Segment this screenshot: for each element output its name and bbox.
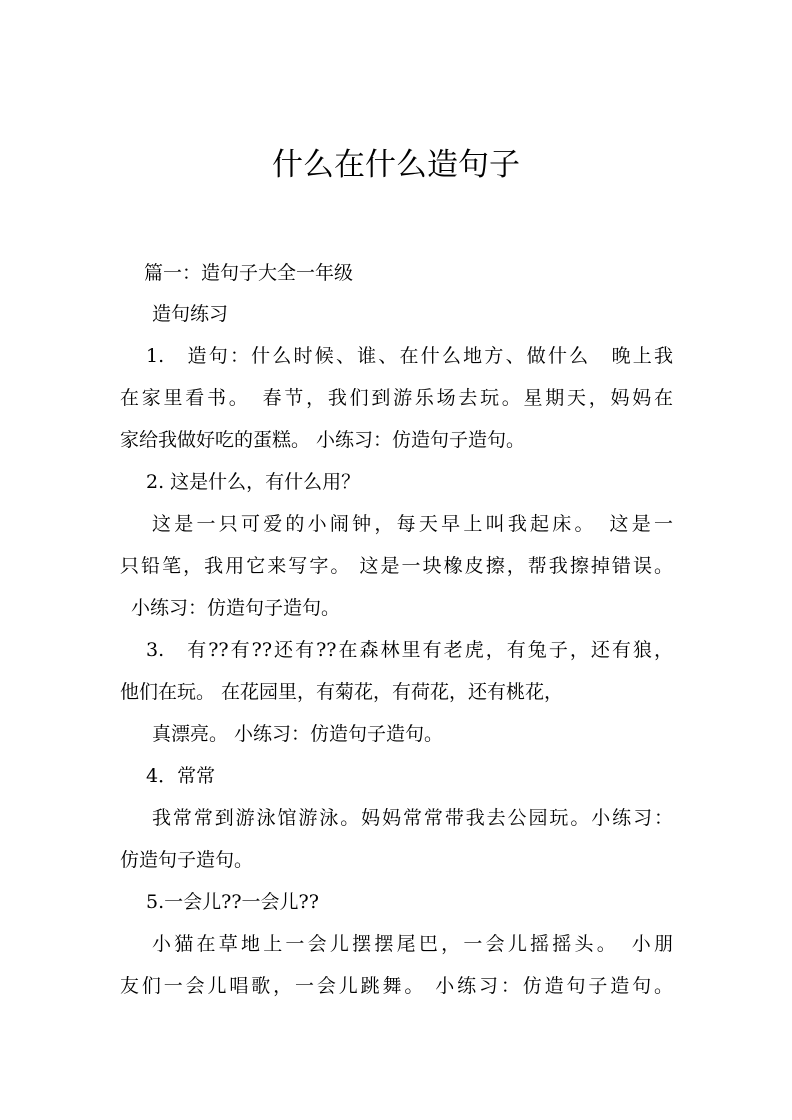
item-5-line-1: 小猫在草地上一会儿摆摆尾巴，一会儿摇摇头。 小朋 bbox=[152, 933, 673, 955]
item-2-heading: 2. 这是什么，有什么用？ bbox=[146, 471, 361, 493]
item-1-line-1: 1. 造句：什么时候、谁、在什么地方、做什么 晚上我 bbox=[146, 345, 673, 367]
item-5-line-2: 友们一会儿唱歌，一会儿跳舞。 小练习：仿造句子造句。 bbox=[120, 975, 673, 997]
item-2-line-1: 这是一只可爱的小闹钟，每天早上叫我起床。 这是一 bbox=[152, 513, 673, 535]
item-4-line-2: 仿造句子造句。 bbox=[120, 849, 254, 871]
item-3-line-1: 3. 有??有??还有??在森林里有老虎，有兔子，还有狼， bbox=[146, 639, 673, 661]
item-4-line-1: 我常常到游泳馆游泳。妈妈常常带我去公园玩。小练习： bbox=[152, 807, 673, 829]
item-1-line-3: 家给我做好吃的蛋糕。 小练习：仿造句子造句。 bbox=[120, 429, 526, 451]
item-1-line-2: 在家里看书。 春节，我们到游乐场去玩。星期天，妈妈在 bbox=[120, 387, 673, 409]
item-4-heading: 4．常常 bbox=[146, 765, 216, 787]
subsection-heading: 造句练习 bbox=[152, 303, 229, 325]
document-title: 什么在什么造句子 bbox=[272, 147, 520, 183]
item-3-line-3: 真漂亮。 小练习：仿造句子造句。 bbox=[152, 723, 444, 745]
item-2-line-3: 小练习：仿造句子造句。 bbox=[131, 597, 341, 619]
section-heading: 篇一：造句子大全一年级 bbox=[144, 262, 354, 284]
item-5-heading: 5.一会儿??一会儿?? bbox=[146, 891, 319, 913]
item-2-line-2: 只铅笔，我用它来写字。 这是一块橡皮擦，帮我擦掉错误。 bbox=[120, 555, 673, 577]
item-3-line-2: 他们在玩。 在花园里，有菊花，有荷花，还有桃花， bbox=[120, 681, 564, 703]
